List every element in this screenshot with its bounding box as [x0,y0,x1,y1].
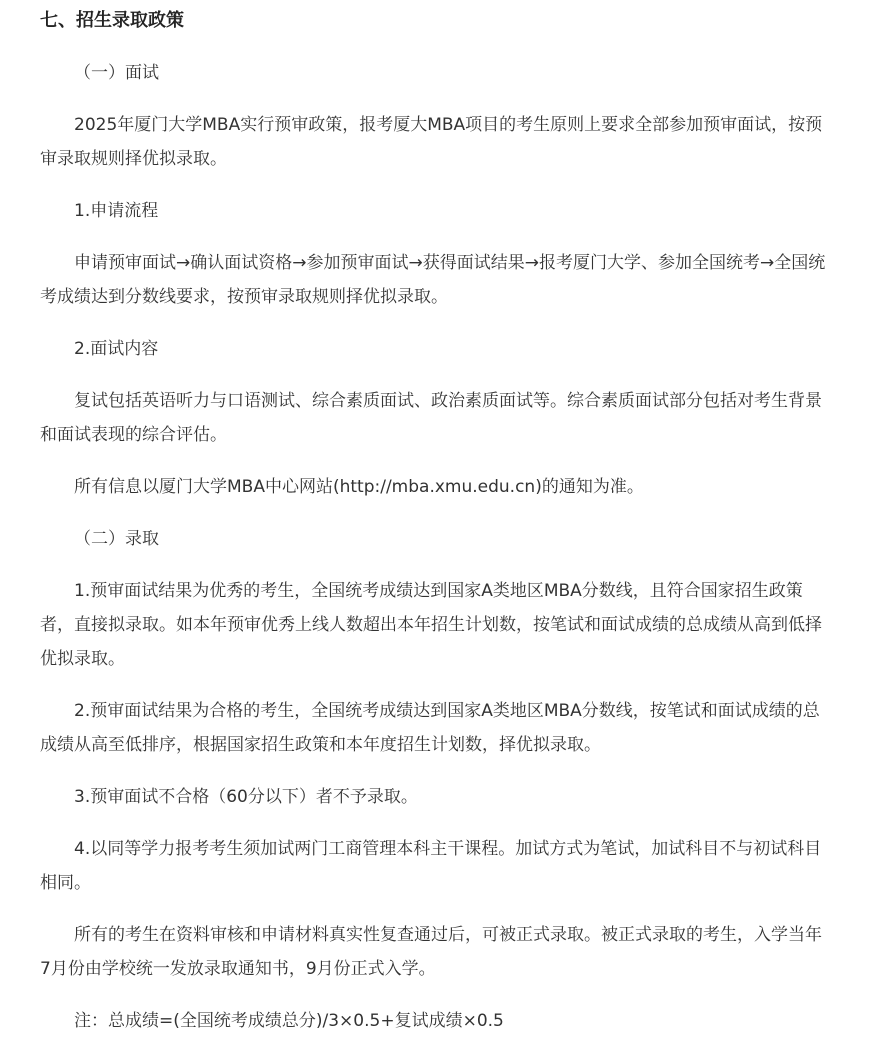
spacer [40,38,830,56]
section-title: 七、招生录取政策 [40,10,184,31]
rule-2-paragraph: 2.预审面试结果为合格的考生，全国统考成绩达到国家A类地区MBA分数线，按笔试和面试成绩的总成绩从高至低排序，根据国家招生政策和本年度招生计划数，择优拟录取。 [40,701,820,755]
article-body [40,0,830,1038]
spacer [40,90,830,108]
rule-1-paragraph: 1.预审面试结果为优秀的考生，全国统考成绩达到国家A类地区MBA分数线，且符合国家招生政策者，直接拟录取。如本年预审优秀上线人数超出本年招生计划数，按笔试和面试成绩的总成绩从高到低择优拟录取。 [40,581,822,669]
spacer [40,314,830,332]
final-paragraph: 所有的考生在资料审核和申请材料真实性复查通过后，可被正式录取。被正式录取的考生，入学当年7月份由学校统一发放录取通知书，9月份正式入学。 [40,925,822,979]
info-paragraph: 所有信息以厦门大学MBA中心网站(http://mba.xmu.edu.cn)的通知为准。 [74,477,644,497]
process-paragraph: 申请预审面试→确认面试资格→参加预审面试→获得面试结果→报考厦门大学、参加全国统考→全国统考成绩达到分数线要求，按预审录取规则择优拟录取。 [40,253,826,307]
admission-subtitle: （二）录取 [74,529,159,549]
spacer [40,366,830,384]
rule-4-paragraph: 4.以同等学力报考考生须加试两门工商管理本科主干课程。加试方式为笔试，加试科目不与初试科目相同。 [40,839,822,893]
process-heading: 1.申请流程 [74,201,159,221]
content-paragraph: 复试包括英语听力与口语测试、综合素质面试、政治素质面试等。综合素质面试部分包括对考生背景和面试表现的综合评估。 [40,391,822,445]
spacer [40,900,830,918]
interview-subtitle: （一）面试 [74,63,159,83]
spacer [40,762,830,780]
spacer [40,986,830,1004]
content-heading: 2.面试内容 [74,339,159,359]
spacer [40,676,830,694]
spacer [40,556,830,574]
intro-paragraph: 2025年厦门大学MBA实行预审政策，报考厦大MBA项目的考生原则上要求全部参加预审面试，按预审录取规则择优拟录取。 [40,115,823,169]
spacer [40,176,830,194]
spacer [40,504,830,522]
spacer [40,814,830,832]
spacer [40,228,830,246]
spacer [40,452,830,470]
score-note: 注：总成绩=(全国统考成绩总分)/3×0.5+复试成绩×0.5 [74,1011,504,1031]
rule-3-paragraph: 3.预审面试不合格（60分以下）者不予录取。 [74,787,418,807]
